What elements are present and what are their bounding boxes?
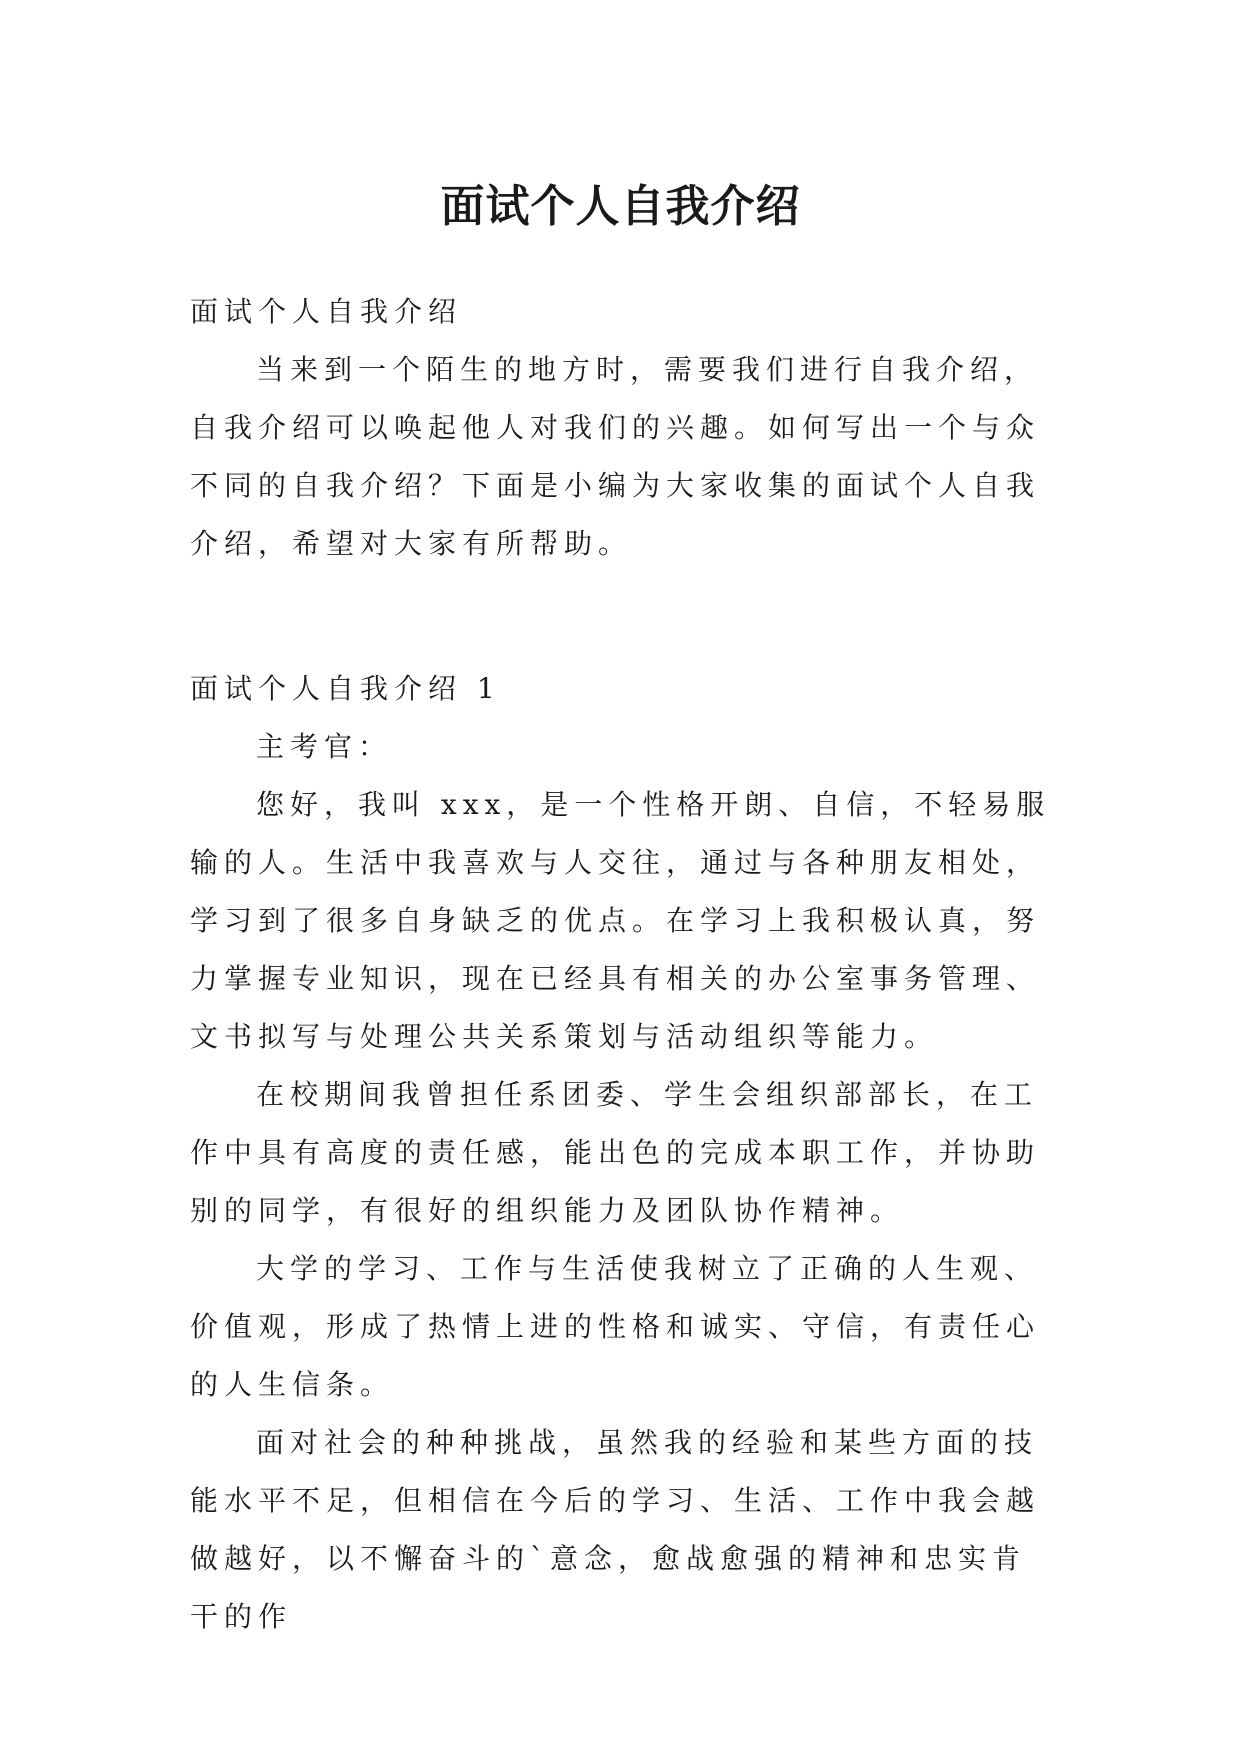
body-paragraph: 大学的学习、工作与生活使我树立了正确的人生观、价值观，形成了热情上进的性格和诚实、守信，有责任心的人生信条。 [190, 1252, 1041, 1401]
section-heading: 面试个人自我介绍 1 [190, 672, 501, 705]
body-paragraph: 您好，我叫 xxx，是一个性格开朗、自信，不轻易服输的人。生活中我喜欢与人交往，通过与各种朋友相处，学习到了很多自身缺乏的优点。在学习上我积极认真，努力掌握专业知识，现在已经具有相关的办公室事务管理、文书拟写与处理公共关系策划与活动组织等能力。 [190, 788, 1051, 1053]
body-paragraph: 在校期间我曾担任系团委、学生会组织部部长，在工作中具有高度的责任感，能出色的完成本职工作，并协助别的同学，有很好的组织能力及团队协作精神。 [190, 1078, 1041, 1227]
body-paragraph: 面对社会的种种挑战，虽然我的经验和某些方面的技能水平不足，但相信在今后的学习、生活、工作中我会越做越好，以不懈奋斗的`意念，愈战愈强的精神和忠实肯干的作 [190, 1426, 1041, 1633]
document-title: 面试个人自我介绍 [440, 181, 801, 233]
document-body [190, 283, 1052, 1646]
salutation: 主考官： [256, 730, 393, 763]
intro-paragraph: 当来到一个陌生的地方时，需要我们进行自我介绍，自我介绍可以唤起他人对我们的兴趣。如何写出一个与众不同的自我介绍？下面是小编为大家收集的面试个人自我介绍，希望对大家有所帮助。 [190, 353, 1041, 560]
section-gap [190, 573, 1052, 660]
document-subtitle: 面试个人自我介绍 [190, 295, 463, 328]
